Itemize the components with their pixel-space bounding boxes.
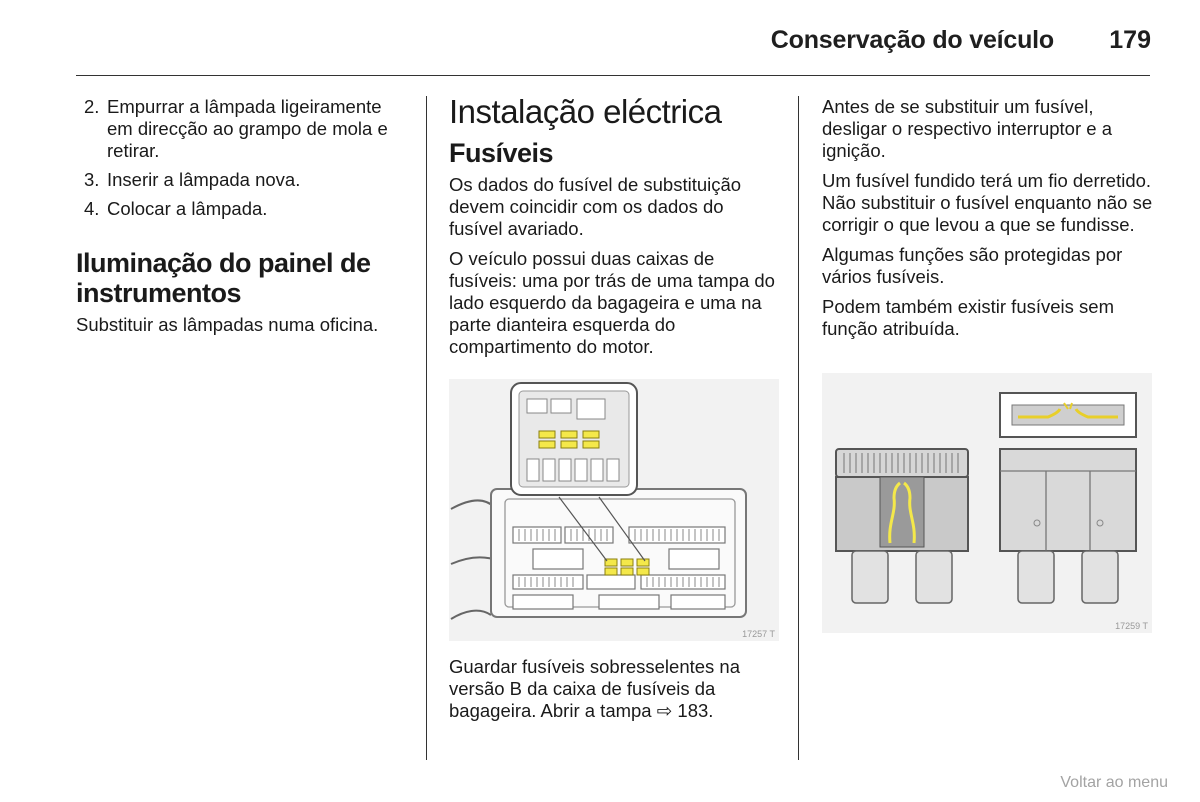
- fuse-figure-caption: [449, 656, 781, 730]
- step-text: Empurrar a lâmpada ligeiramente em direcção ao grampo de mola e retirar.: [107, 96, 388, 161]
- caption-text: Guardar fusíveis sobresselentes na versão B da caixa de fusíveis da bagageira. Abrir a tampa: [449, 656, 741, 721]
- fuses-paragraph-1: Os dados do fusível de substituição devem coincidir com os dados do fusível avariado.: [449, 174, 742, 239]
- middle-column: [449, 94, 781, 366]
- step-text: Inserir a lâmpada nova.: [107, 169, 301, 190]
- step-item: [76, 96, 408, 162]
- figure-number: 17259 T: [1115, 621, 1148, 631]
- right-paragraph-2: Um fusível fundido terá um fio derretido. Não substituir o fusível enquanto não se corrigir o que levou a que se fundisse.: [822, 170, 1153, 235]
- left-column: [76, 96, 408, 344]
- right-paragraph-4: Podem também existir fusíveis sem função atribuída.: [822, 296, 1114, 339]
- column-divider-left: [426, 96, 427, 760]
- column-divider-right: [798, 96, 799, 760]
- blown-fuse-illustration: [822, 373, 1152, 633]
- page-reference-arrow-icon: ⇨: [656, 700, 673, 721]
- fuse-box-drawing: [449, 379, 779, 641]
- figure-number: 17257 T: [742, 629, 775, 639]
- header-divider: [76, 75, 1150, 76]
- fuse-box-illustration: [449, 379, 779, 641]
- page-number: 179: [1109, 26, 1151, 54]
- panel-lighting-body: Substituir as lâmpadas numa oficina.: [76, 314, 379, 335]
- subsection-title: Fusíveis: [449, 138, 554, 168]
- back-to-menu-link[interactable]: Voltar ao menu: [1060, 774, 1168, 791]
- running-header-title: Conservação do veículo: [770, 26, 1054, 54]
- step-number: 4.: [84, 198, 100, 219]
- fuse-drawing: [822, 373, 1152, 633]
- step-item: [76, 198, 408, 220]
- right-paragraph-3: Algumas funções são protegidas por vários fusíveis.: [822, 244, 1123, 287]
- section-title: Instalação eléctrica: [449, 93, 722, 130]
- panel-lighting-heading: Iluminação do painel de instrumentos: [76, 248, 371, 308]
- fuses-paragraph-2: O veículo possui duas caixas de fusíveis: uma por trás de uma tampa do lado esquerdo da bagageira e uma na parte dianteira esquerda do compartimento do motor.: [449, 248, 775, 357]
- step-text: Colocar a lâmpada.: [107, 198, 268, 219]
- step-item: [76, 169, 408, 191]
- right-column: [822, 96, 1154, 348]
- page-reference-link[interactable]: 183.: [677, 700, 714, 721]
- instruction-steps: [76, 96, 408, 220]
- step-number: 3.: [84, 169, 100, 190]
- right-paragraph-1: Antes de se substituir um fusível, desligar o respectivo interruptor e a ignição.: [822, 96, 1112, 161]
- step-number: 2.: [84, 96, 100, 117]
